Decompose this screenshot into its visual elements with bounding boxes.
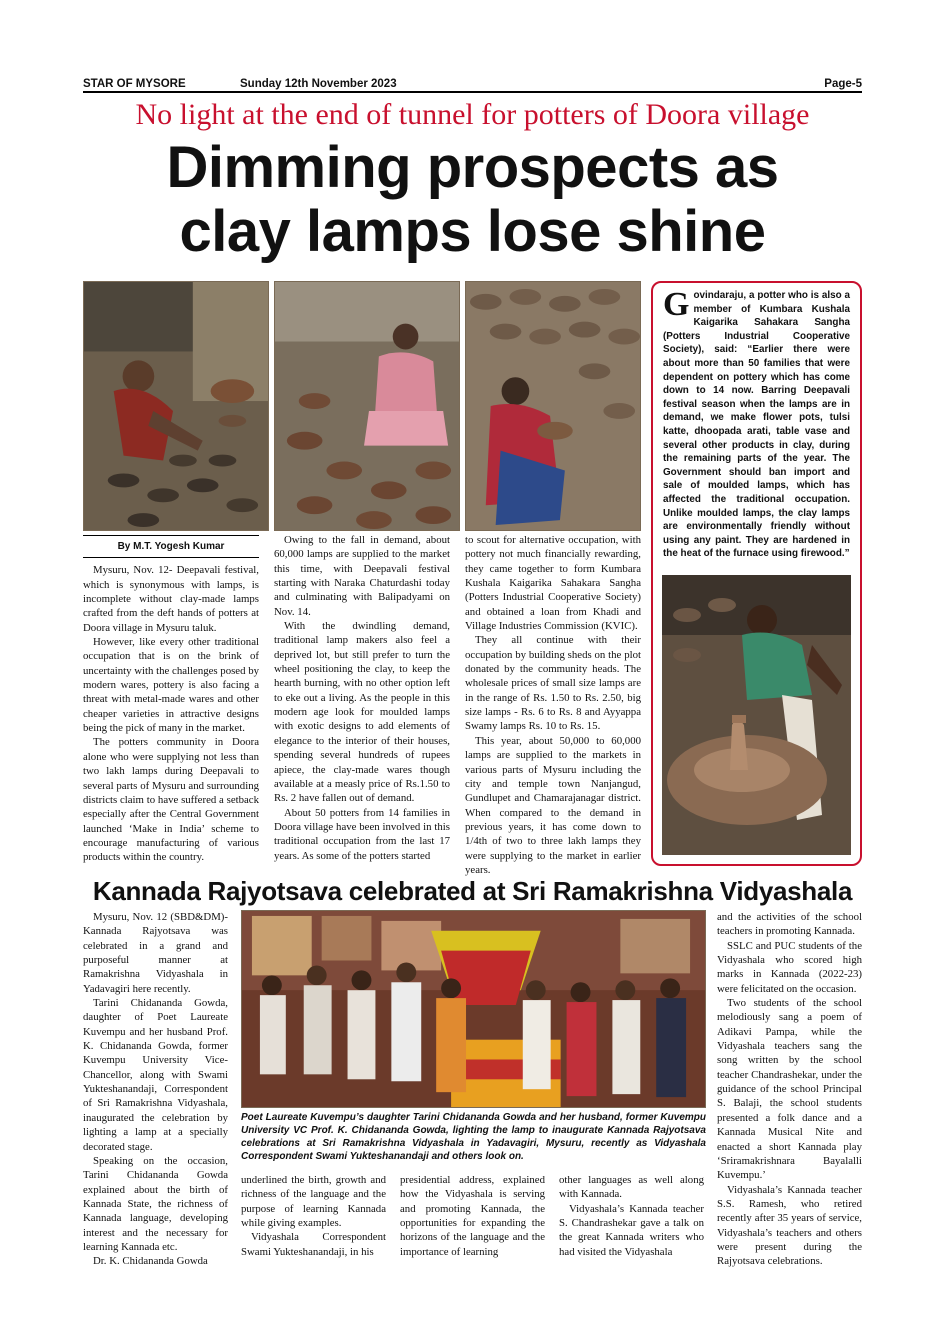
story1-column-3 bbox=[465, 533, 641, 877]
paper-name: STAR OF MYSORE bbox=[83, 78, 186, 90]
paragraph: Vidyashala’s Kannada teacher S. Chandrashekar gave a talk on the great Kannada writers who had visited the Vidyashala bbox=[559, 1202, 704, 1258]
headline-line-1: Dimming prospects as bbox=[166, 135, 779, 200]
paragraph: Vidyashala Correspondent Swami Yukteshanandaji, in his bbox=[241, 1231, 386, 1258]
paragraph: to scout for alternative occupation, with pottery not much financially rewarding, they came together to form Kumbara Kushala Kaigarika Sahakara Sangha (Potters Industrial Cooperative Society) and obtained a loan from Khadi and Village Industries Commission (KVIC). bbox=[465, 534, 641, 633]
story2-column-5 bbox=[717, 910, 862, 1269]
story2-column-2 bbox=[241, 1173, 386, 1259]
paragraph: Mysuru, Nov. 12- Deepavali festival, which is synonymous with lamps, is incomplete without clay-made lamps crafted from the deft hands of potters at Doora village in Mysuru taluk. bbox=[83, 564, 259, 634]
paragraph: This year, about 50,000 to 60,000 lamps are supplied to the markets in various parts of Mysuru including the city and temple town Nanjangud, Gundlupet and Chamarajanagar district. When compared to the demand in previous years, it has come down to 1/4th of two to three lakh lamps they were supplying to the market in earlier years. bbox=[465, 734, 641, 876]
paragraph: However, like every other traditional occupation that is on the brink of uncertainty with the challenges posed by modern wares, pottery is also facing a threat with metal-made wares and other cheaper varieties in attractive designs being the pick of many in the market. bbox=[83, 636, 259, 735]
story2-column-3 bbox=[400, 1173, 545, 1259]
byline: By M.T. Yogesh Kumar bbox=[83, 535, 259, 558]
story1-kicker: No light at the end of tunnel for potters of Doora village bbox=[135, 98, 810, 131]
paragraph: Mysuru, Nov. 12 (SBD&DM)- Kannada Rajyotsava was celebrated in a grand and purposeful manner at Ramakrishna Vidyashala in Yadavagiri here recently. bbox=[83, 911, 228, 995]
paragraph: Owing to the fall in demand, about 60,000 lamps are supplied to the market this time, with Deepavali festival starting with Naraka Chaturdashi today and culminating with Balipadyami on Nov. 14. bbox=[274, 534, 450, 618]
headline-line-2: clay lamps lose shine bbox=[179, 199, 766, 264]
photo-rajyotsava-image bbox=[242, 911, 705, 1107]
paragraph: The potters community in Doora alone who were supplying not less than two lakh lamps during Deepavali to several parts of Mysuru and surrounding districts claim to have suffered a setback especially after the Central Government launched ‘Make in India’ scheme to encourage manufacturing of various products within the country. bbox=[83, 736, 259, 864]
paragraph: other languages as well along with Kannada. bbox=[559, 1174, 704, 1201]
paragraph: Two students of the school melodiously sang a poem of Adikavi Pampa, while the Vidyashala teachers sang the song written by the school teacher Chandrashekar, under the guidance of the school Principal S. Balaji, the school students presented a folk dance and a Kannada Musical Nite and enacted a short Kannada play ‘Sriramakrishnara Bayalalli Kuvempu.’ bbox=[717, 997, 862, 1182]
photo-potter-woman bbox=[274, 281, 460, 531]
photo-potter-girl bbox=[465, 281, 641, 531]
paragraph: SSLC and PUC students of the Vidyashala who scored high marks in Kannada (2022-23) were felicitated on the occasion. bbox=[717, 939, 862, 995]
photo-potter-man bbox=[83, 281, 269, 531]
story1-column-1 bbox=[83, 535, 259, 865]
photo-potter-girl-image bbox=[466, 282, 640, 530]
photo-potter-wheel-image bbox=[662, 575, 851, 855]
paragraph: Vidyashala’s Kannada teacher S.S. Ramesh, who retired recently after 35 years of service, Vidyashala’s teachers and others were present during the Rajyotsava celebrations. bbox=[717, 1183, 862, 1268]
story1-column-2 bbox=[274, 533, 450, 863]
pull-quote-box bbox=[651, 281, 862, 866]
photo-potter-man-image bbox=[84, 282, 268, 530]
story1-headline bbox=[83, 136, 862, 264]
photo-potter-wheel bbox=[662, 575, 851, 855]
pull-quote-text: ovindaraju, a potter who is also a member of Kumbara Kushala Kaigarika Sahakara Sangha (Potters Industrial Cooperative Society), said: “Earlier there were about more than 50 families that were dependent on pottery which has come down to 14 now. Barring Deepavali festival season when the lamps are in demand, we make flower pots, tulsi katte, dhoopada arati, table vase and several other products in clay, during the remaining parts of the year. The Government should ban import and sale of moulded lamps, which has affected the traditional occupation. Unlike moulded lamps, the clay lamps are environmentally friendly without using any paint. They are hardened in the heat of the furnace using firewood.” bbox=[663, 290, 850, 560]
page-number: Page-5 bbox=[824, 78, 862, 90]
story2-headline: Kannada Rajyotsava celebrated at Sri Ramakrishna Vidyashala bbox=[92, 876, 853, 906]
photo-caption: Poet Laureate Kuvempu’s daughter Tarini Chidananda Gowda and her husband, former Kuvempu University VC Prof. K. Chidananda Gowda, lighting the lamp to inaugurate Kannada Rajyotsava celebrations at Sri Ramakrishna Vidyashala in Yadavagiri, Mysuru, recently as Vidyashala Correspondent Swami Yukteshanandaji and others look on. bbox=[241, 1112, 706, 1162]
photo-potter-woman-image bbox=[275, 282, 459, 530]
paragraph: Dr. K. Chidananda Gowda bbox=[93, 1255, 208, 1268]
paragraph: underlined the birth, growth and richness of the language and the purpose of learning Kannada while giving examples. bbox=[241, 1174, 386, 1230]
paragraph: With the dwindling demand, traditional lamp makers also feel a deprived lot, but still prefer to turn the wheel positioning the clay, to keep the hearth burning, with no other option left to eke out a living. As the people in this modern age look for moulded lamps with exotic designs to add elements of elegance to the interior of their houses, spending several hundreds of rupees apiece, the clay-made wares though available at a measly price of Rs.1.50 to Rs. 2 have fallen out of demand. bbox=[274, 620, 450, 805]
story2-column-4 bbox=[559, 1173, 704, 1259]
paragraph: presidential address, explained how the Vidyashala is serving and promoting Kannada, the opportunities for expanding the horizons of the language and the importance of learning bbox=[400, 1174, 545, 1258]
paragraph: Speaking on the occasion, Tarini Chidananda Gowda explained about the birth of Kannada State, the richness of Kannada language, developing interest and the necessary for learning Kannada etc. bbox=[83, 1154, 228, 1253]
masthead bbox=[83, 76, 862, 93]
issue-date: Sunday 12th November 2023 bbox=[240, 78, 397, 90]
story2-column-1 bbox=[83, 910, 228, 1269]
paragraph: Tarini Chidananda Gowda, daughter of Poet Laureate Kuvempu and her husband Prof. K. Chidananda Gowda, former Kuvempu University Vice-Chancellor, along with Swami Yukteshanandaji, Correspondent of Sri Ramakrishna Vidyashala, inaugurated the celebration by lighting a lamp at a specially decorated stage. bbox=[83, 997, 228, 1153]
paragraph: and the activities of the school teachers in promoting Kannada. bbox=[717, 911, 862, 938]
paragraph: About 50 potters from 14 families in Doora village have been involved in this traditional occupation from the last 17 years. As some of the potters started bbox=[274, 806, 450, 862]
drop-cap: G bbox=[663, 286, 690, 323]
photo-rajyotsava bbox=[241, 910, 706, 1108]
pull-quote bbox=[663, 286, 850, 561]
paragraph: They all continue with their occupation by building sheds on the plot donated by the community heads. The wholesale prices of small size lamps are in the range of Rs. 1.50 to Rs. 2.50, big size lamps - Rs. 6 to Rs. 8 and Ayyappa Swamy lamps Rs. 10 to Rs. 15. bbox=[465, 634, 641, 733]
